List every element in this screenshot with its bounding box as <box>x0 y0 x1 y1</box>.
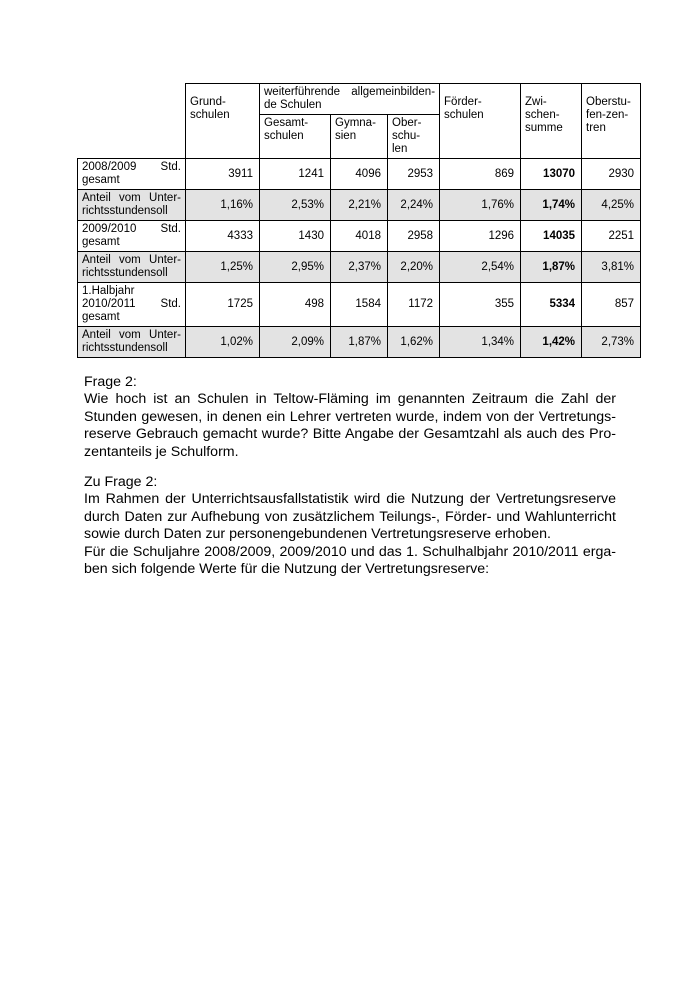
paragraph-line: ben sich folgende Werte für die Nutzung der Vertretungsreserve: <box>84 561 490 578</box>
header-weiterfuehrende: weiterführende allgemeinbilden- de Schulen <box>260 84 440 115</box>
cell-value: 1,16% <box>186 190 260 221</box>
answer-2 <box>84 474 616 578</box>
cell-value: 498 <box>260 283 331 327</box>
cell-value: 2958 <box>388 221 440 252</box>
cell-subtotal: 1,42% <box>521 327 582 358</box>
header-oberstufenzentren: Oberstu- fen-zen- tren <box>582 84 641 159</box>
paragraph-line: sowie durch Daten zur personengebundenen Vertretungsreserve erhoben. <box>84 526 551 543</box>
statistics-table <box>77 83 641 358</box>
cell-value: 2,20% <box>388 252 440 283</box>
paragraph-line: Stunden gewesen, in denen ein Lehrer vertreten wurde, indem von der Vertretungs- <box>84 408 616 425</box>
cell-value: 2,09% <box>260 327 331 358</box>
row-label: 2009/2010 Std. gesamt <box>78 221 186 252</box>
header-foerderschulen: Förder- schulen <box>440 84 521 159</box>
paragraph-line: durch Daten zur Aufhebung von zusätzlichem Teilungs-, Förder- und Wahlunterricht <box>84 508 616 525</box>
cell-subtotal: 13070 <box>521 159 582 190</box>
cell-value: 2,95% <box>260 252 331 283</box>
cell-value: 1172 <box>388 283 440 327</box>
header-gesamtschulen: Gesamt- schulen <box>260 115 331 159</box>
table-row <box>78 327 641 358</box>
cell-value: 3911 <box>186 159 260 190</box>
cell-value: 2,24% <box>388 190 440 221</box>
cell-value: 2930 <box>582 159 641 190</box>
header-grundschulen: Grund- schulen <box>186 84 260 159</box>
cell-value: 1,02% <box>186 327 260 358</box>
row-label: Anteil vom Unter- richtsstundensoll <box>78 190 186 221</box>
cell-value: 1,62% <box>388 327 440 358</box>
cell-subtotal: 14035 <box>521 221 582 252</box>
paragraph-line: Für die Schuljahre 2008/2009, 2009/2010 und das 1. Schulhalbjahr 2010/2011 erga- <box>84 543 616 560</box>
cell-value: 1584 <box>331 283 388 327</box>
cell-value: 2,54% <box>440 252 521 283</box>
cell-value: 1241 <box>260 159 331 190</box>
cell-value: 1430 <box>260 221 331 252</box>
cell-subtotal: 1,74% <box>521 190 582 221</box>
table-row <box>78 190 641 221</box>
cell-value: 2251 <box>582 221 641 252</box>
cell-value: 3,81% <box>582 252 641 283</box>
cell-subtotal: 1,87% <box>521 252 582 283</box>
cell-value: 4018 <box>331 221 388 252</box>
paragraph-line: zentanteils je Schulform. <box>84 443 239 460</box>
table-row <box>78 221 641 252</box>
cell-value: 1,25% <box>186 252 260 283</box>
paragraph-line: reserve Gebrauch gemacht wurde? Bitte Angabe der Gesamtzahl als auch des Pro- <box>84 426 616 443</box>
cell-value: 2,73% <box>582 327 641 358</box>
cell-value: 1725 <box>186 283 260 327</box>
cell-value: 2,37% <box>331 252 388 283</box>
row-label: Anteil vom Unter- richtsstundensoll <box>78 327 186 358</box>
cell-value: 4,25% <box>582 190 641 221</box>
table-corner <box>78 84 186 159</box>
header-zwischensumme: Zwi- schen- summe <box>521 84 582 159</box>
cell-value: 1,34% <box>440 327 521 358</box>
cell-value: 4096 <box>331 159 388 190</box>
cell-value: 869 <box>440 159 521 190</box>
cell-subtotal: 5334 <box>521 283 582 327</box>
cell-value: 4333 <box>186 221 260 252</box>
cell-value: 2,53% <box>260 190 331 221</box>
row-label: 1.Halbjahr 2010/2011 Std. gesamt <box>78 283 186 327</box>
cell-value: 1,87% <box>331 327 388 358</box>
cell-value: 2,21% <box>331 190 388 221</box>
row-label: 2008/2009 Std. gesamt <box>78 159 186 190</box>
header-oberschulen: Ober- schu- len <box>388 115 440 159</box>
table-row <box>78 283 641 327</box>
answer-2-heading: Zu Frage 2: <box>84 474 158 490</box>
paragraph-line: Im Rahmen der Unterrichtsausfallstatistik wird die Nutzung der Vertretungsreserve <box>84 491 616 508</box>
question-2 <box>84 374 616 461</box>
cell-value: 355 <box>440 283 521 327</box>
question-2-heading: Frage 2: <box>84 374 137 390</box>
header-gymnasien: Gymna- sien <box>331 115 388 159</box>
cell-value: 2953 <box>388 159 440 190</box>
table-row <box>78 252 641 283</box>
row-label: Anteil vom Unter- richtsstundensoll <box>78 252 186 283</box>
paragraph-line: Wie hoch ist an Schulen in Teltow-Fläming im genannten Zeitraum die Zahl der <box>84 391 616 408</box>
table-row <box>78 159 641 190</box>
cell-value: 1296 <box>440 221 521 252</box>
cell-value: 1,76% <box>440 190 521 221</box>
cell-value: 857 <box>582 283 641 327</box>
